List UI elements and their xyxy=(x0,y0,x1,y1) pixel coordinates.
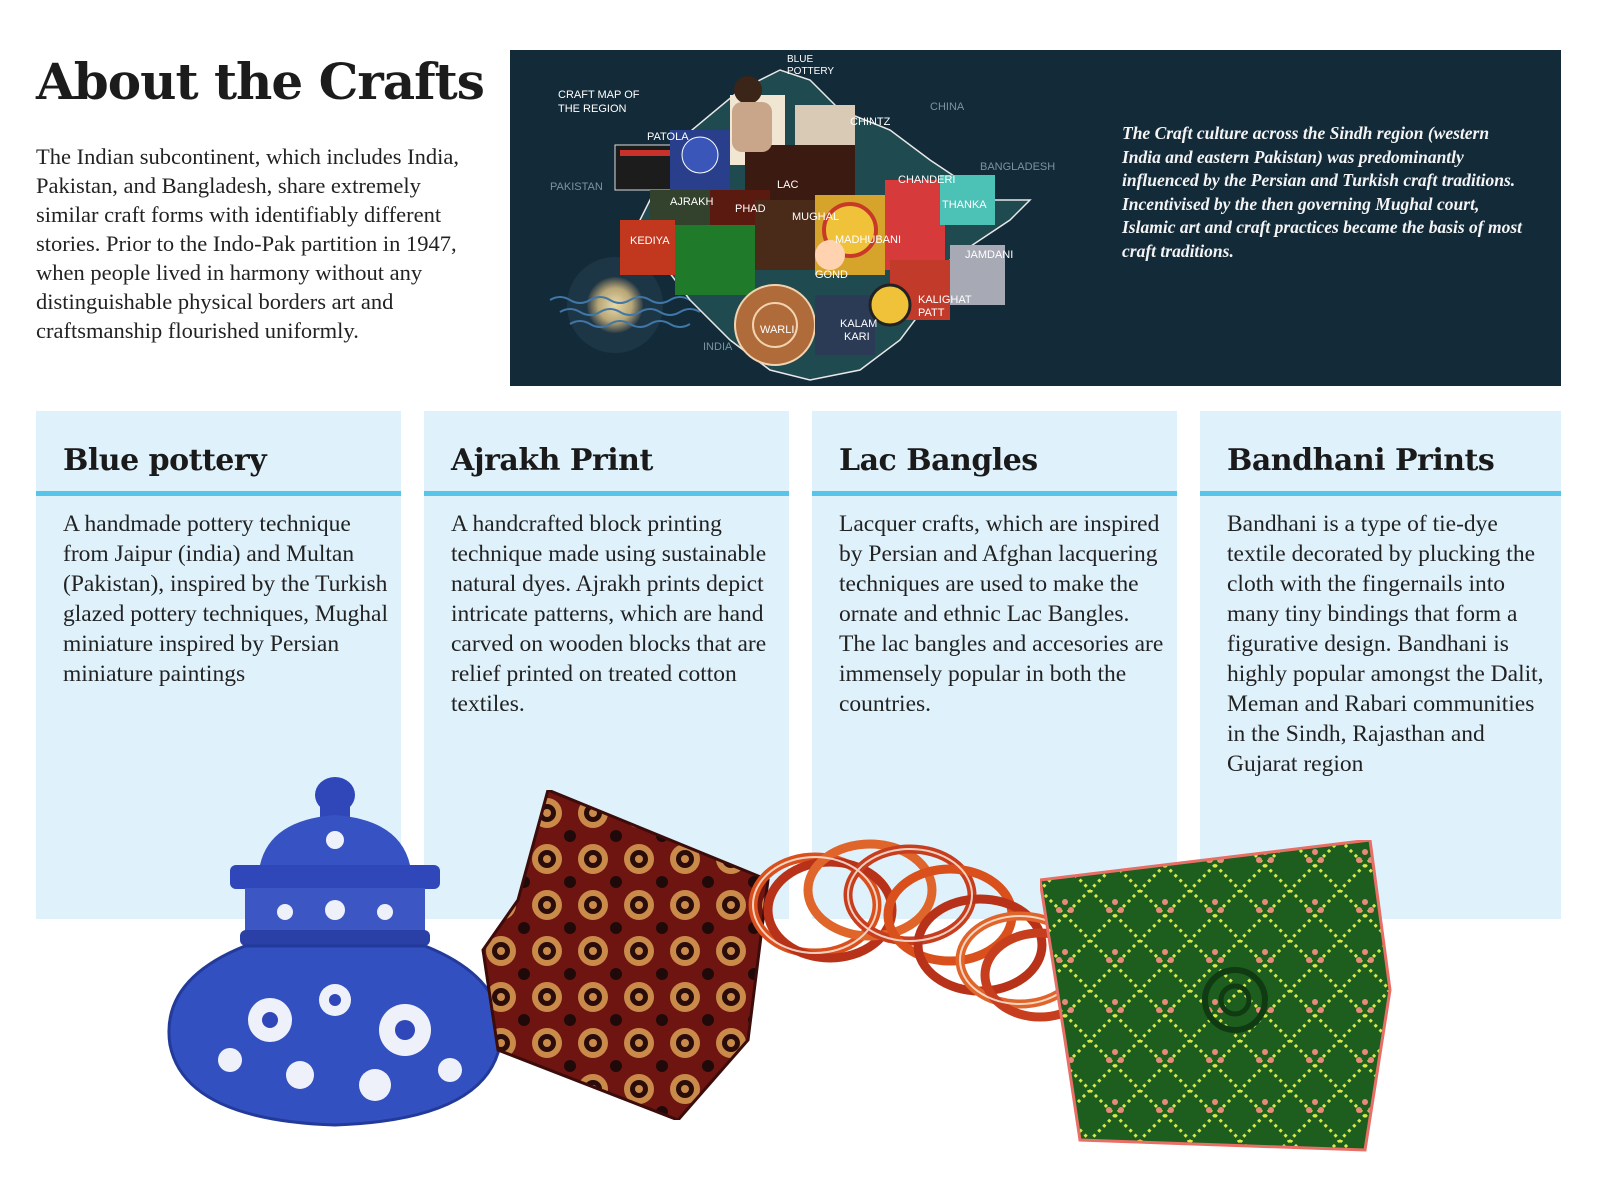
card-title: Lac Bangles xyxy=(839,443,1038,478)
craft-map-panel xyxy=(510,50,1561,386)
map-quote: The Craft culture across the Sindh region (western India and eastern Pakistan) was predominantly influenced by the Persian and Turkish craft traditions. Incentivised by the then governing Mughal court, Islamic art and craft practices became the basis of most craft traditions. xyxy=(1122,123,1523,261)
card-body: Bandhani is a type of tie-dye textile decorated by plucking the cloth with the fingernails into many tiny bindings that form a figurative design. Bandhani is highly popular amongst the Dalit, Meman and Rabari communities in the Sindh, Rajasthan and Gujarat region xyxy=(1227,511,1544,777)
svg-text:CHINTZ: CHINTZ xyxy=(850,116,891,128)
svg-text:KARI: KARI xyxy=(844,331,870,343)
blue-pottery-jar-icon xyxy=(160,770,510,1140)
svg-text:PATT: PATT xyxy=(918,307,945,319)
svg-text:PHAD: PHAD xyxy=(735,203,766,215)
svg-text:MUGHAL: MUGHAL xyxy=(792,211,840,223)
svg-text:WARLI: WARLI xyxy=(760,324,795,336)
card-body: A handcrafted block printing technique made using sustainable natural dyes. Ajrakh prints depict intricate patterns, which are hand carved on wooden blocks that are relief printed on treated cotton textiles. xyxy=(451,511,767,717)
svg-text:THANKA: THANKA xyxy=(942,199,987,211)
svg-text:PATOLA: PATOLA xyxy=(647,131,689,143)
intro-paragraph: The Indian subcontinent, which includes India, Pakistan, and Bangladesh, share extremely similar craft forms with identifiably different stories. Prior to the Indo-Pak partition in 1947, when people lived in harmony without any distinguishable physical borders art and craftsmanship flourished uniformly. xyxy=(36,144,460,343)
svg-text:AJRAKH: AJRAKH xyxy=(670,196,714,208)
svg-text:KALAM: KALAM xyxy=(840,318,878,330)
svg-text:CHINA: CHINA xyxy=(930,101,965,113)
svg-text:GOND: GOND xyxy=(815,269,848,281)
map-heading-line2: THE REGION xyxy=(558,103,627,115)
svg-text:KEDIYA: KEDIYA xyxy=(630,235,670,247)
card-title: Bandhani Prints xyxy=(1227,443,1495,478)
card-title: Blue pottery xyxy=(63,443,267,478)
svg-text:LAC: LAC xyxy=(777,179,799,191)
svg-text:KALIGHAT: KALIGHAT xyxy=(918,294,972,306)
page-title: About the Crafts xyxy=(36,52,484,111)
map-heading-line1: CRAFT MAP OF xyxy=(558,89,640,101)
card-title: Ajrakh Print xyxy=(451,443,653,478)
card-body: A handmade pottery technique from Jaipur (india) and Multan (Pakistan), inspired by the Turkish glazed pottery techniques, Mughal miniature inspired by Persian miniature paintings xyxy=(63,511,388,687)
svg-text:CHANDERI: CHANDERI xyxy=(898,174,956,186)
ajrakh-cloth-icon xyxy=(478,790,778,1120)
svg-text:INDIA: INDIA xyxy=(703,341,733,353)
svg-text:BLUE: BLUE xyxy=(787,54,814,65)
bandhani-cloth-icon xyxy=(1040,840,1400,1160)
svg-text:PAKISTAN: PAKISTAN xyxy=(550,181,603,193)
svg-text:BANGLADESH: BANGLADESH xyxy=(980,161,1056,173)
card-body: Lacquer crafts, which are inspired by Persian and Afghan lacquering techniques are used to make the ornate and ethnic Lac Bangles. The lac bangles and accesories are immensely popular in both the countries. xyxy=(839,511,1164,717)
svg-text:POTTERY: POTTERY xyxy=(787,66,835,77)
svg-text:JAMDANI: JAMDANI xyxy=(965,249,1014,261)
svg-text:MADHUBANI: MADHUBANI xyxy=(835,234,902,246)
